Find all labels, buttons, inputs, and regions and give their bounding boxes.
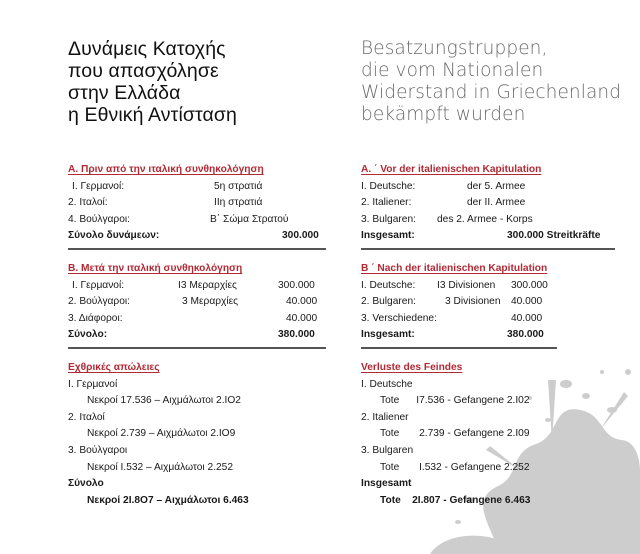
row-value: 40.000	[511, 312, 543, 324]
table-row	[68, 179, 348, 196]
table-row	[361, 179, 640, 196]
divider	[361, 347, 557, 349]
row-value: der II. Armee	[467, 197, 526, 209]
row-value: 5η στρατιά	[214, 180, 263, 192]
total-value: 380.000	[507, 329, 544, 341]
greek-title-line: Δυνάμεις Κατοχής	[68, 38, 226, 60]
table-row	[68, 294, 348, 311]
row-value: 300.000	[278, 279, 315, 291]
total-row	[361, 228, 640, 245]
total-value: 380.000	[278, 329, 315, 341]
row-units: Ι3 Μεραρχίες	[178, 279, 237, 291]
greek-section-b	[68, 261, 348, 344]
german-title-line: bekämpft wurden	[361, 104, 526, 125]
german-losses-heading: Verluste des Feindes	[361, 362, 463, 373]
loss-group-label: 3. Bulgaren	[361, 444, 414, 456]
table-row	[68, 311, 348, 328]
loss-group-label: 2. Italiener	[361, 411, 409, 423]
row-label: I. Deutsche:	[361, 180, 416, 192]
loss-group-detail: Tote I7.536 - Gefangene 2.I02	[380, 395, 530, 407]
loss-group-label: 3. Βούλγαροι	[68, 444, 128, 456]
divider	[68, 347, 326, 349]
row-units: 3 Μεραρχίες	[182, 296, 239, 308]
table-row	[361, 212, 640, 229]
german-title-line: Widerstand in Griechenland	[361, 82, 622, 103]
total-value: 300.000	[282, 230, 319, 242]
row-value: Β΄ Σώμα Στρατού	[210, 213, 289, 225]
total-label: Insgesamt:	[361, 230, 415, 242]
loss-group-detail: Νεκροί 17.536 – Αιχμάλωτοι 2.ΙΟ2	[87, 395, 241, 407]
total-label: Insgesamt:	[361, 329, 415, 341]
loss-group-label: Ι. Γερμανοί	[68, 378, 118, 390]
german-title-line: Besatzungstruppen,	[361, 38, 548, 59]
greek-section-a	[68, 162, 348, 245]
loss-total-label: Σύνολο	[68, 478, 104, 490]
row-value: ΙΙη στρατιά	[214, 197, 263, 209]
row-label: I. Deutsche:	[361, 279, 416, 291]
table-row	[68, 278, 348, 295]
row-value: 300.000	[511, 279, 548, 291]
table-row	[361, 311, 640, 328]
greek-section-a-heading: Α. Πριν από την ιταλική συνθηκολόγηση	[68, 164, 264, 175]
loss-group-detail: Νεκροί Ι.532 – Αιχμάλωτοι 2.252	[87, 461, 234, 473]
greek-losses	[68, 360, 348, 509]
total-value: 300.000 Streitkräfte	[507, 230, 601, 242]
row-value: 40.000	[286, 296, 318, 308]
total-label: Σύνολο δυνάμεων:	[68, 230, 160, 242]
german-title	[361, 38, 631, 138]
row-label: 3. Bulgaren:	[361, 213, 416, 225]
table-row	[361, 294, 640, 311]
german-section-b	[361, 261, 640, 344]
total-row	[361, 327, 640, 344]
german-section-a-heading: A. ΄ Vor der italienischen Kapitulation	[361, 164, 542, 175]
german-section-b-heading: B ΄ Nach der italienischen Kapitulation	[361, 263, 548, 274]
loss-group-detail: Νεκροί 2.739 – Αιχμάλωτοι 2.ΙΟ9	[87, 428, 236, 440]
row-value: des 2. Armee - Korps	[437, 213, 533, 225]
greek-title-line: που απασχόλησε	[68, 60, 219, 82]
total-row	[68, 327, 348, 344]
row-value: 40.000	[511, 296, 543, 308]
german-column	[361, 38, 631, 506]
total-row	[68, 228, 348, 245]
table-row	[361, 195, 640, 212]
row-label: 2. Βούλγαροι:	[68, 296, 130, 308]
greek-column	[68, 38, 338, 506]
greek-title	[68, 38, 338, 138]
loss-total-detail: Νεκροί 2Ι.8Ο7 – Αιχμάλωτοι 6.463	[87, 494, 249, 506]
row-units: I3 Divisionen	[437, 279, 496, 291]
row-value: der 5. Armee	[467, 180, 526, 192]
row-label: 2. Bulgaren:	[361, 296, 416, 308]
row-units: 3 Divisionen	[445, 296, 501, 308]
loss-group-label: 2. Ιταλοί	[68, 411, 105, 423]
greek-losses-heading: Εχθρικές απώλειες	[68, 362, 160, 373]
loss-group-label: I. Deutsche	[361, 378, 413, 390]
row-label: 3. Verschiedene:	[361, 312, 437, 324]
loss-total-detail: Tote 2I.807 - Gefangene 6.463	[380, 494, 531, 506]
row-label: 2. Ιταλοί:	[68, 197, 108, 209]
table-row	[68, 212, 348, 229]
greek-section-b-heading: Β. Μετά την ιταλική συνθηκολόγηση	[68, 263, 243, 274]
greek-title-line: στην Ελλάδα	[68, 82, 181, 104]
german-section-a	[361, 162, 640, 245]
table-row	[68, 195, 348, 212]
row-value: 40.000	[286, 312, 318, 324]
row-label: Ι. Γερμανοί:	[72, 279, 125, 291]
loss-group-detail: Tote I.532 - Gefangene 2.252	[380, 461, 530, 473]
divider	[68, 248, 326, 250]
row-label: 3. Διάφοροι:	[68, 312, 123, 324]
table-row	[361, 278, 640, 295]
total-label: Σύνολο:	[68, 329, 108, 341]
row-label: 2. Italiener:	[361, 197, 412, 209]
german-losses	[361, 360, 640, 509]
loss-group-detail: Tote 2.739 - Gefangene 2.I09	[380, 428, 530, 440]
row-label: Ι. Γερμανοί:	[72, 180, 125, 192]
divider	[361, 248, 615, 250]
german-title-line: die vom Nationalen	[361, 60, 544, 81]
row-label: 4. Βούλγαροι:	[68, 213, 130, 225]
loss-total-label: Insgesamt	[361, 478, 412, 490]
greek-title-line: η Εθνική Αντίσταση	[68, 104, 237, 126]
